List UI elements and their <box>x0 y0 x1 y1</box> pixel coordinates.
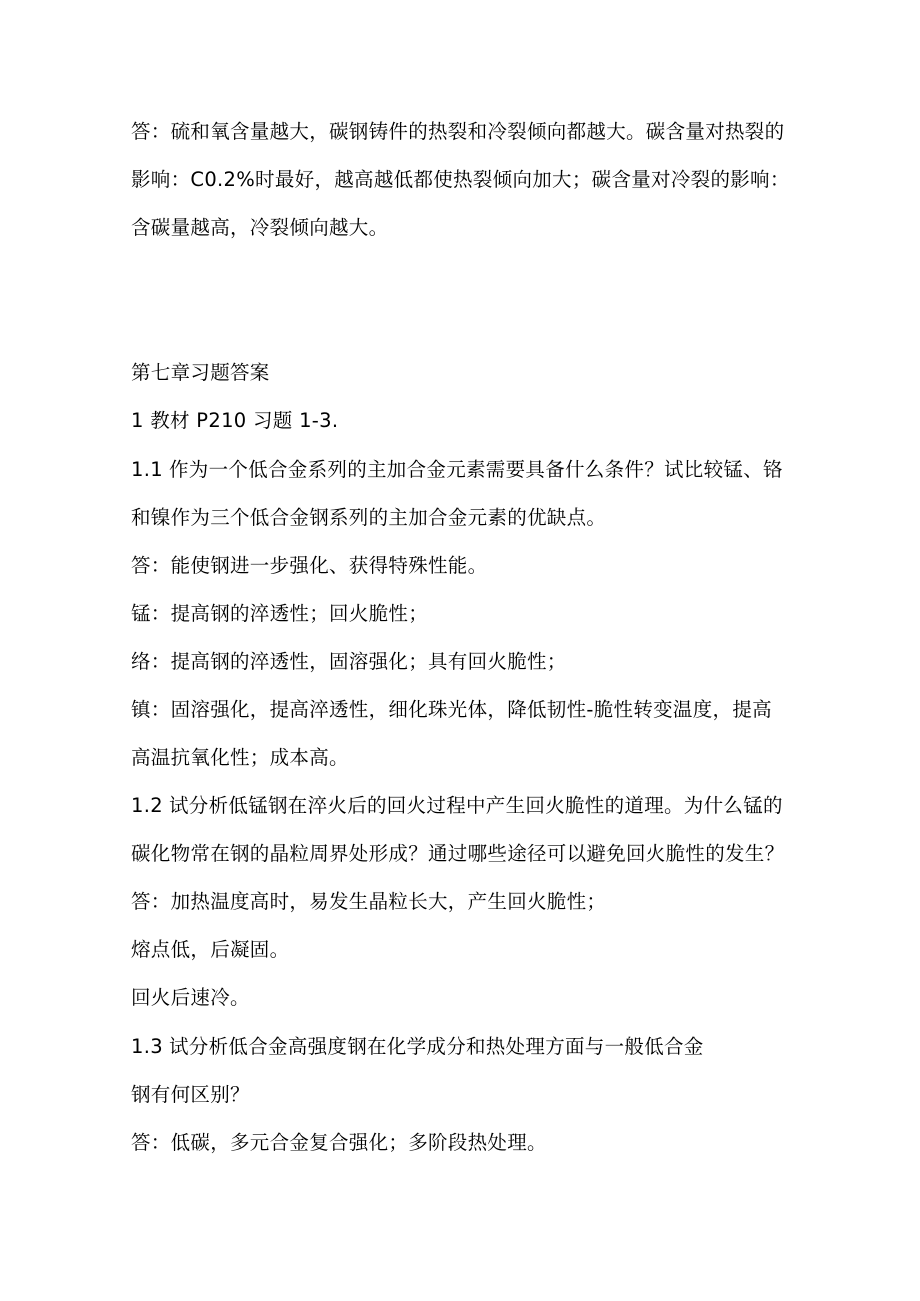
question-1-2-line-1 <box>131 794 783 818</box>
question-number: 1.1 <box>131 458 163 481</box>
question-text: 作为一个低合金系列的主加合金元素需要具备什么条件？试比较锰、铬 <box>169 458 783 481</box>
answer-1-1: 答：能使钢进一步强化、获得特殊性能。 <box>131 554 488 577</box>
answer-1-2-line-3: 回火后速冷。 <box>131 986 250 1009</box>
question-1-3-line-1 <box>131 1035 704 1059</box>
chapter-reference: 1 教材 P210 习题 1-3. <box>131 409 339 432</box>
intro-answer-line-3: 含碳量越高，冷裂倾向越大。 <box>131 216 389 239</box>
answer-1-1-chromium: 络：提高钢的淬透性，固溶强化；具有回火脆性； <box>131 650 567 673</box>
answer-1-1-nickel-line-2: 高温抗氧化性；成本高。 <box>131 746 349 769</box>
intro-answer-line-1: 答：硫和氧含量越大，碳钢铸件的热裂和冷裂倾向都越大。碳含量对热裂的 <box>131 120 785 143</box>
question-number: 1.2 <box>131 794 163 817</box>
answer-1-1-nickel-line-1: 镇：固溶强化，提高淬透性，细化珠光体，降低韧性-脆性转变温度，提高 <box>131 698 772 721</box>
chapter-title: 第七章习题答案 <box>131 361 270 384</box>
question-number: 1.3 <box>131 1035 163 1058</box>
question-text: 试分析低锰钢在淬火后的回火过程中产生回火脆性的道理。为什么锰的 <box>169 794 783 817</box>
question-1-1-line-2: 和镍作为三个低合金钢系列的主加合金元素的优缺点。 <box>131 506 607 529</box>
answer-1-2-line-1: 答：加热温度高时，易发生晶粒长大，产生回火脆性； <box>131 890 607 913</box>
question-1-2-line-2: 碳化物常在钢的晶粒周界处形成？通过哪些途径可以避免回火脆性的发生？ <box>131 842 785 865</box>
question-text: 试分析低合金高强度钢在化学成分和热处理方面与一般低合金 <box>169 1035 704 1058</box>
intro-answer-line-2: 影响：C0.2%时最好，越高越低都使热裂倾向加大；碳含量对冷裂的影响： <box>131 168 790 191</box>
answer-1-2-line-2: 熔点低，后凝固。 <box>131 938 290 961</box>
answer-1-1-manganese: 锰：提高钢的淬透性；回火脆性； <box>131 602 429 625</box>
answer-1-3: 答：低碳，多元合金复合强化；多阶段热处理。 <box>131 1131 547 1154</box>
question-1-3-line-2: 钢有何区别？ <box>131 1083 250 1106</box>
question-1-1-line-1 <box>131 458 783 482</box>
